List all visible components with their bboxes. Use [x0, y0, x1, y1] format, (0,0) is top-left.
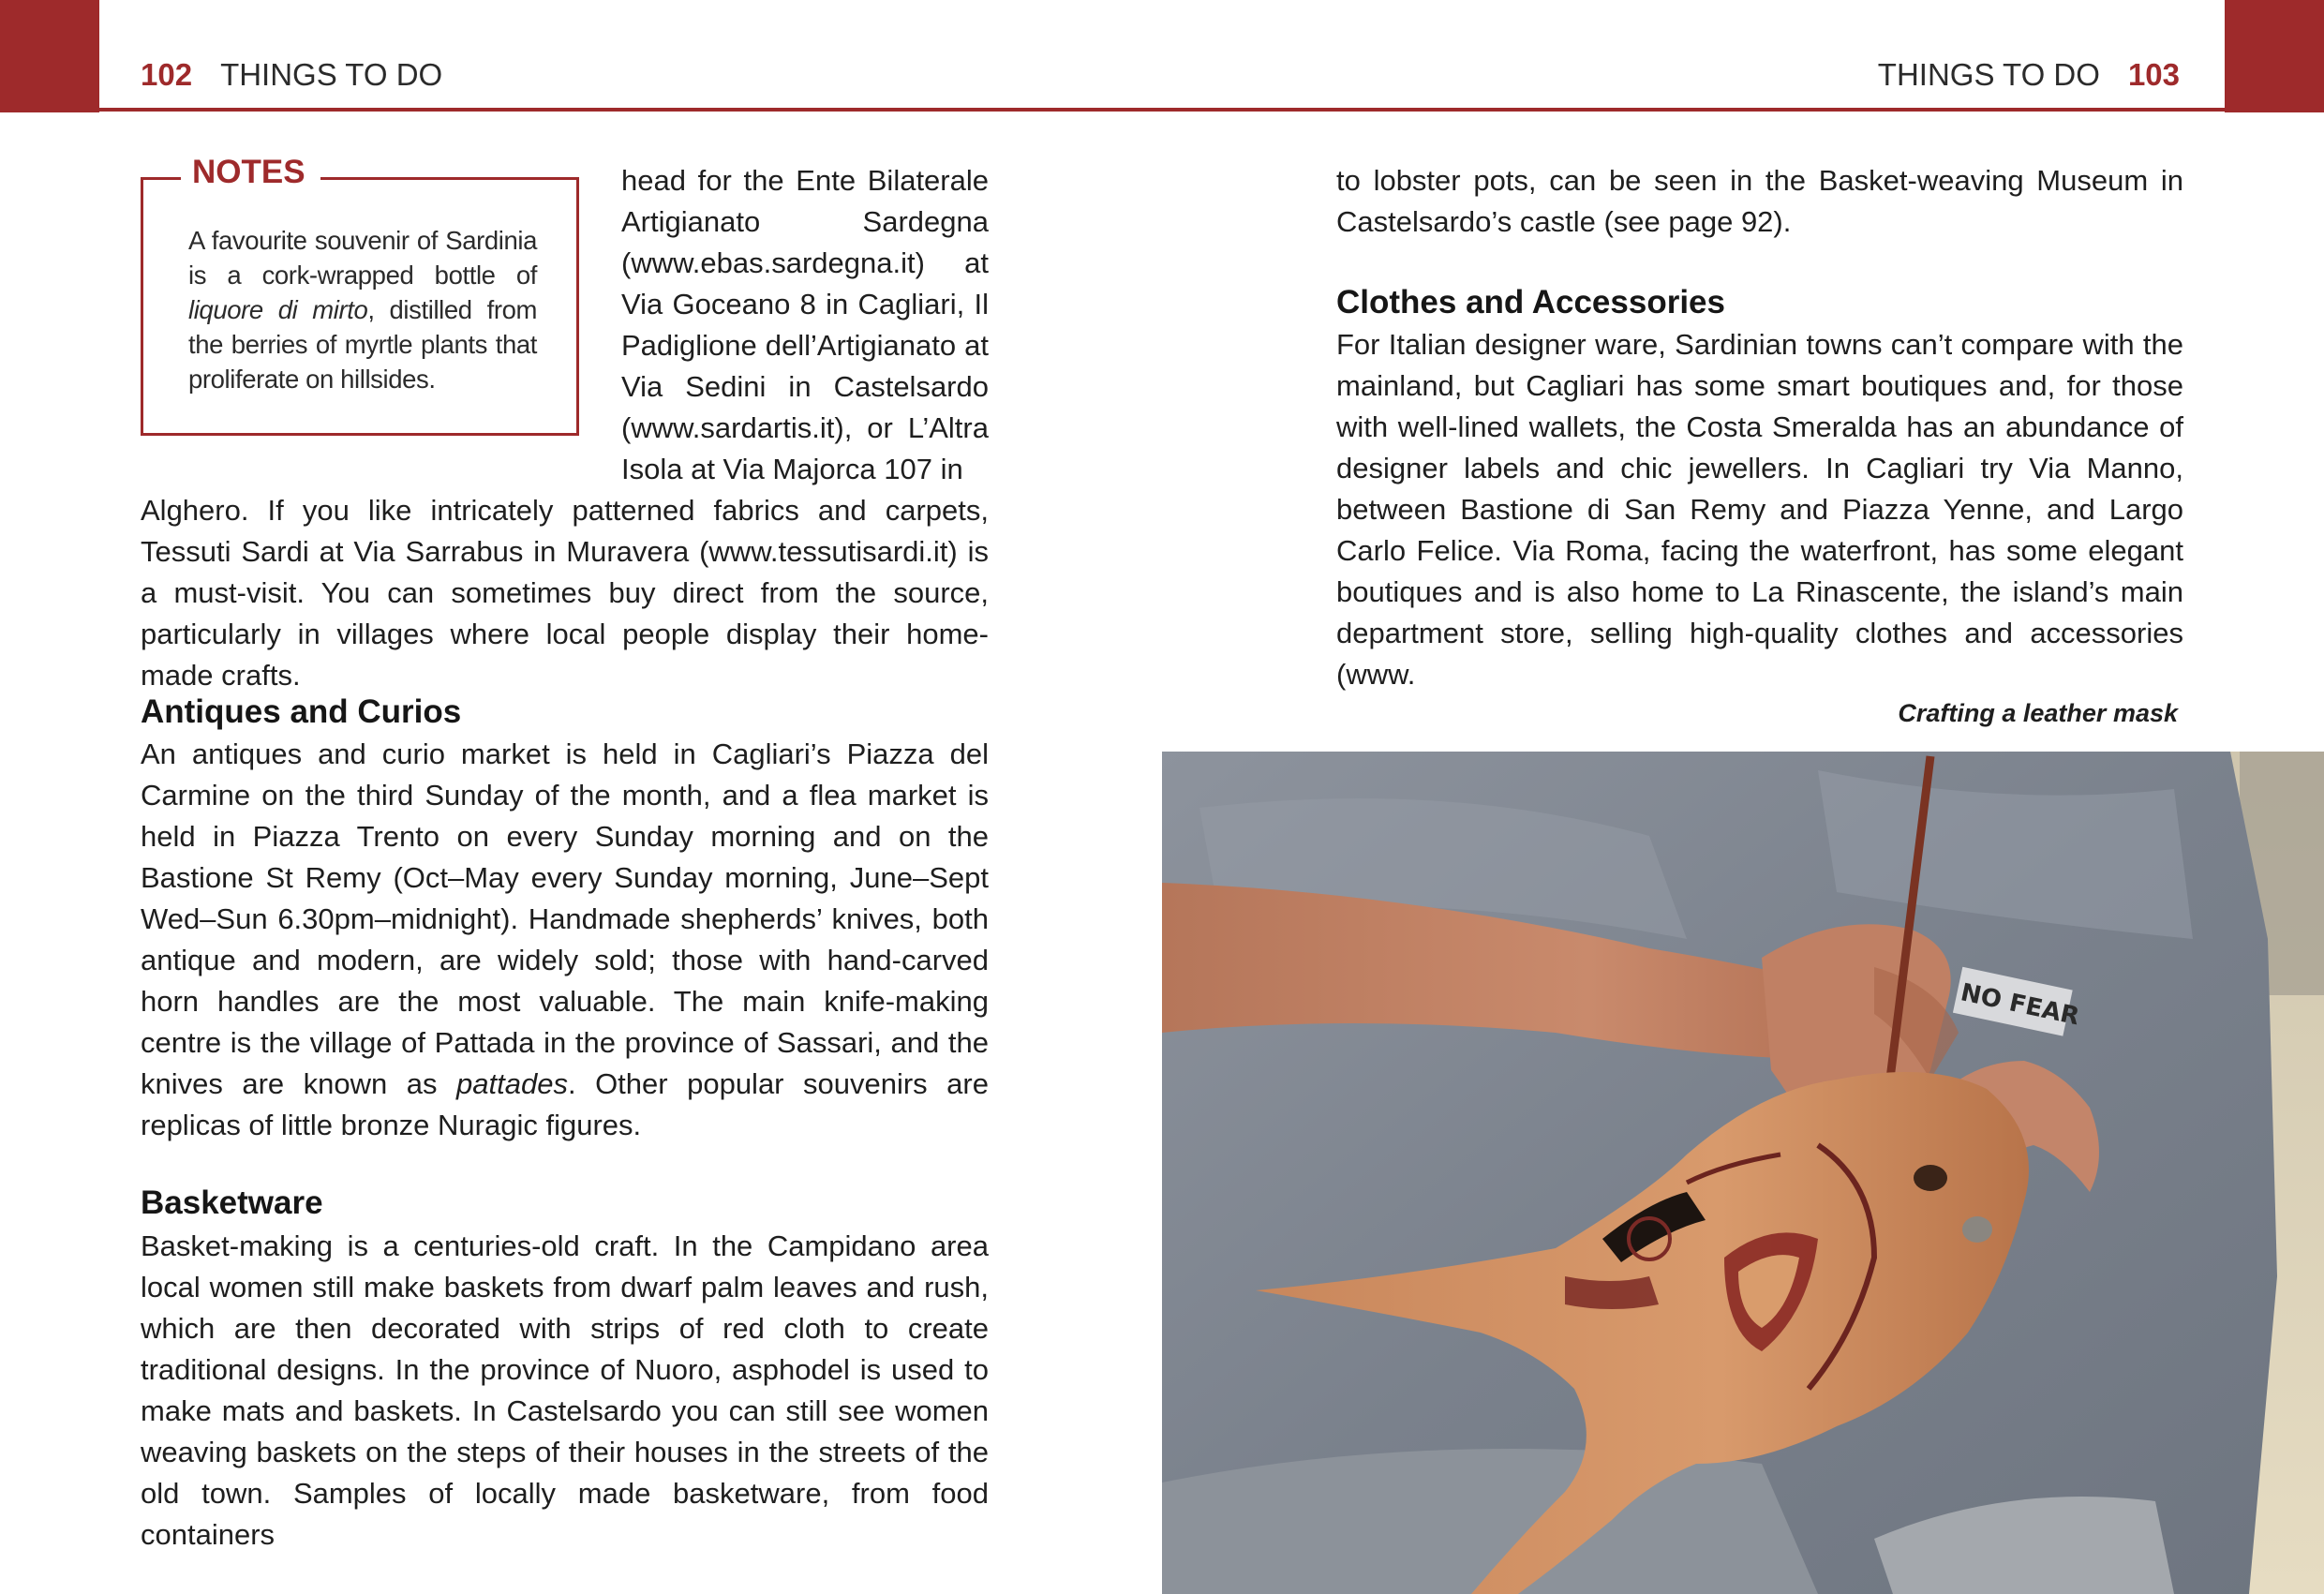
basketware-paragraph: Basket-making is a centuries-old craft. In the Campidano area local women still make baskets from dwarf palm leaves and rush, which are then decorated with strips of red cloth to create traditional designs. In the province of Nuoro, asphodel is used to make mats and baskets. In Castelsardo you can still see women weaving baskets on the steps of their houses in the streets of the old town. Samples of locally made basketware, from food containers	[141, 1229, 989, 1551]
notes-text	[188, 223, 537, 396]
right-page	[1162, 0, 2324, 1594]
antiques-text-part: . Other popular souvenirs are replicas of little bronze Nuragic figures.	[141, 1067, 989, 1141]
basketware-heading: Basketware	[141, 1184, 323, 1221]
running-head-right	[1878, 56, 2180, 94]
notes-box	[141, 154, 579, 436]
running-head-left	[141, 56, 442, 94]
photo-illustration	[1162, 752, 2324, 1594]
intro-paragraph-wide: Alghero. If you like intricately patterned fabrics and carpets, Tessuti Sardi at Via Sarrabus in Muravera (www.tessutisardi.it) is a must-visit. You can sometimes buy direct from the source, particularly in villages where local people display their home-made crafts.	[141, 494, 989, 692]
continued-paragraph: to lobster pots, can be seen in the Basket-weaving Museum in Castelsardo’s castle (see page 92).	[1336, 164, 2183, 238]
notes-text-italic: liquore di mirto	[188, 295, 368, 324]
notes-title: NOTES	[181, 152, 320, 193]
page-number: 103	[2127, 57, 2180, 92]
left-page-tab	[0, 0, 99, 112]
clothes-heading: Clothes and Accessories	[1336, 284, 1725, 320]
header-rule	[1162, 108, 2225, 112]
page-number: 102	[141, 57, 193, 92]
photo-caption: Crafting a leather mask	[1898, 699, 2178, 727]
right-page-tab	[2225, 0, 2324, 112]
clothes-paragraph: For Italian designer ware, Sardinian towns can’t compare with the mainland, but Cagliari has some smart boutiques and, for those with well-lined wallets, the Costa Smeralda has an abundance of designer labels and chic jewellers. In Cagliari try Via Manno, between Bastione di San Remy and Piazza Yenne, and Largo Carlo Felice. Via Roma, facing the waterfront, has some elegant boutiques and is also home to La Rinascente, the island’s main department store, selling high-quality clothes and accessories (www.	[1336, 328, 2183, 691]
section-label: THINGS TO DO	[1877, 57, 2100, 92]
section-label: THINGS TO DO	[220, 57, 443, 92]
antiques-text-italic: pattades	[456, 1067, 568, 1100]
shirt-print-text: NO FEAR	[1958, 978, 2082, 1032]
header-rule	[99, 108, 1162, 112]
antiques-heading: Antiques and Curios	[141, 693, 462, 730]
antiques-text-part: An antiques and curio market is held in Cagliari’s Piazza del Carmine on the third Sunday of the month, and a flea market is held in Piazza Trento on every Sunday morning and on the Bastione St Remy (Oct–May every Sunday morning, June–Sept Wed–Sun 6.30pm–midnight). Handmade shepherds’ knives, both antique and modern, are widely sold; those with hand-carved horn handles are the most valuable. The main knife-making centre is the village of Pattada in the province of Sassari, and the knives are known as	[141, 737, 989, 1100]
intro-paragraph-narrow: head for the Ente Bilaterale Artigianato Sardegna (www.ebas.sardegna.it) at Via Goceano 8 in Cagliari, Il Padiglione dell’Artigianato at Via Sedini in Castelsardo (www.sardartis.it), or L’Altra Isola at Via Majorca 107 in	[621, 164, 989, 485]
leather-mask-photo	[1162, 752, 2324, 1594]
notes-text-part: A favourite souvenir of Sardinia is a cork-wrapped bottle of	[188, 226, 537, 290]
antiques-paragraph	[141, 734, 989, 1146]
notes-text-part: , distilled from the berries of myrtle plants that proliferate on hillsides.	[188, 295, 537, 394]
